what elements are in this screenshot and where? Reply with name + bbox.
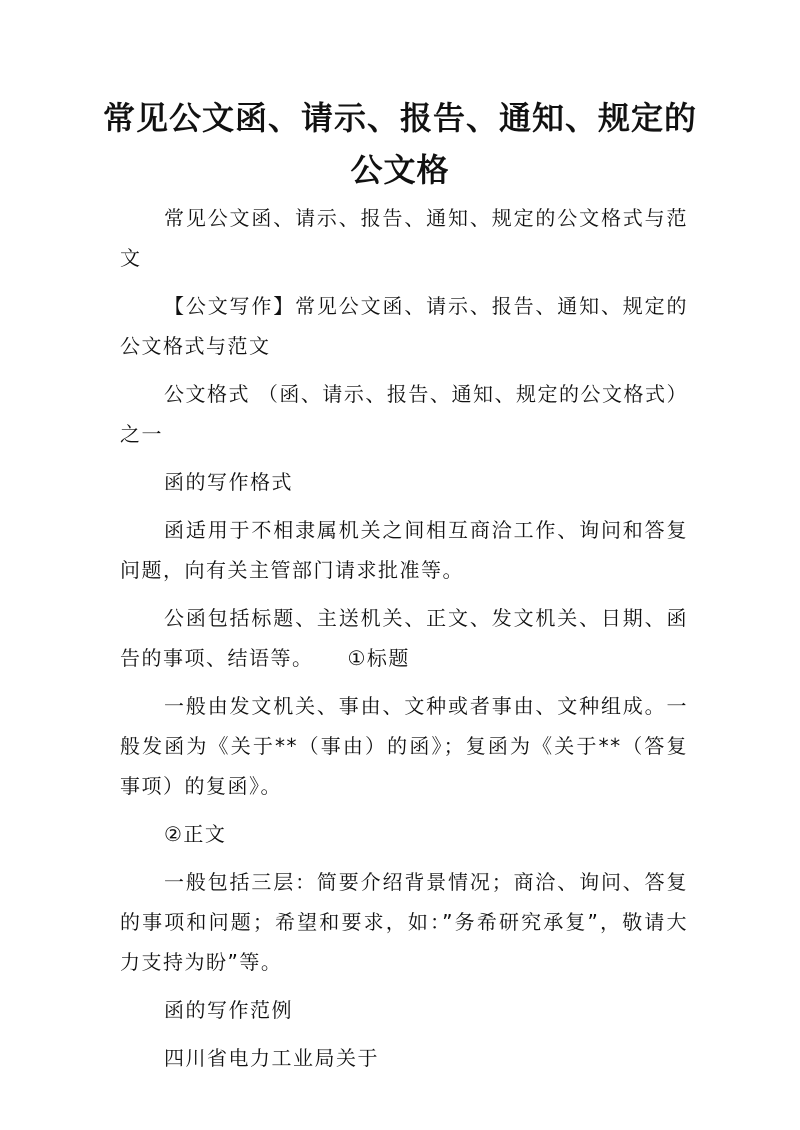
paragraph-subtitle: 常见公文函、请示、报告、通知、规定的公文格式与范文 [120, 206, 688, 270]
section-heading-letter-example: 函的写作范例 [164, 998, 293, 1022]
paragraph-letter-usage: 函适用于不相隶属机关之间相互商洽工作、询问和答复问题，向有关主管部门请求批准等。 [120, 518, 688, 582]
subheading-title: ①标题 [347, 646, 410, 670]
section-heading-letter-format: 函的写作格式 [164, 470, 293, 494]
paragraph-format-intro: 公文格式 （函、请示、报告、通知、规定的公文格式）之一 [120, 382, 688, 446]
paragraph-title-rules: 一般由发文机关、事由、文种或者事由、文种组成。一般发函为《关于**（事由）的函》；复函为《关于**（答复事项）的复函》。 [120, 694, 688, 798]
document-title: 常见公文函、请示、报告、通知、规定的公文格 [102, 99, 697, 189]
letter-components-text: 公函包括标题、主送机关、正文、发文机关、日期、函告的事项、结语等。 [120, 606, 688, 670]
subheading-body: ②正文 [164, 822, 227, 846]
paragraph-letter-components [120, 598, 688, 678]
paragraph-category: 【公文写作】常见公文函、请示、报告、通知、规定的公文格式与范文 [120, 294, 688, 358]
paragraph-body-rules: 一般包括三层：简要介绍背景情况；商洽、询问、答复的事项和问题；希望和要求，如：”务希研究承复”，敬请大力支持为盼”等。 [120, 870, 688, 974]
paragraph-example-start: 四川省电力工业局关于 [164, 1046, 379, 1070]
document-body [120, 198, 688, 1086]
